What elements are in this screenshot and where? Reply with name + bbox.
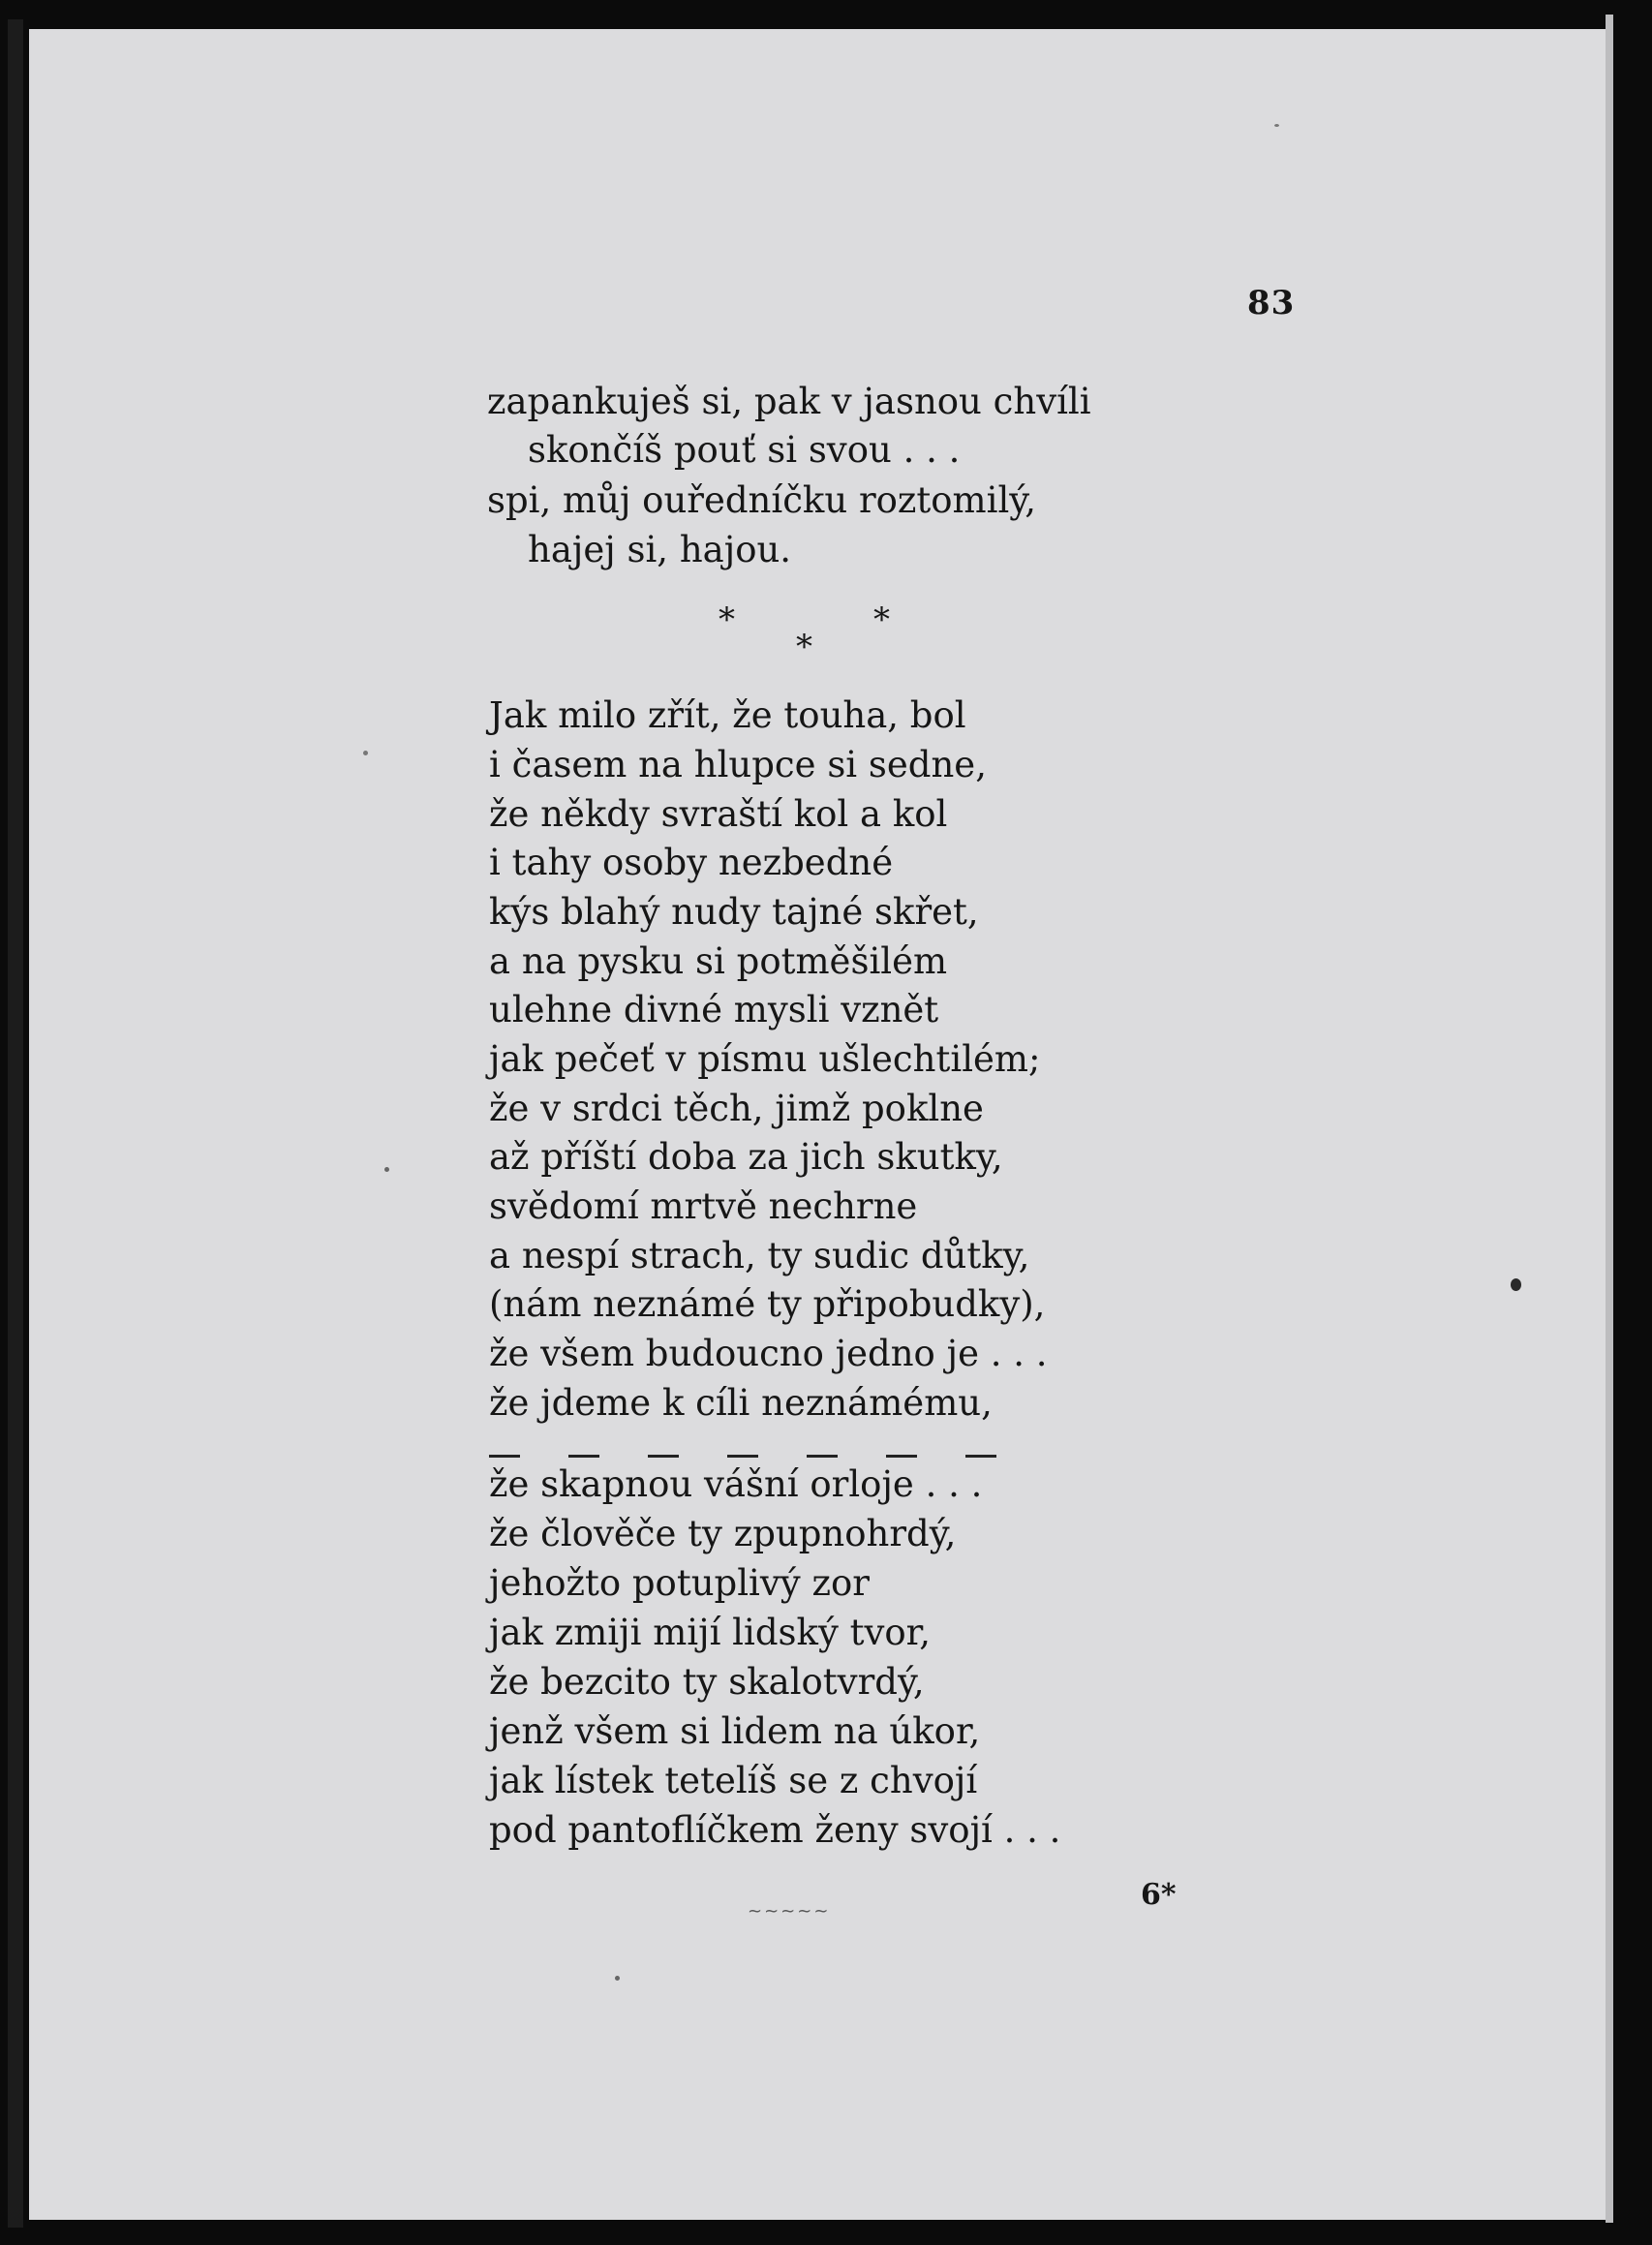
separator-star-left: * [719, 600, 735, 639]
verse-line: jak zmiji mijí lidský tvor, [489, 1612, 932, 1653]
printer-ornament: ~~~~~ [748, 1901, 831, 1922]
separator-star-middle: * [796, 628, 812, 666]
paper-edge-right [1606, 15, 1613, 2223]
ink-speck [615, 1976, 620, 1981]
verse-line: že v srdci těch, jimž poklne [489, 1088, 984, 1129]
page-number: 83 [1247, 284, 1296, 323]
verse-line: že někdy svraští kol a kol [489, 793, 948, 835]
verse-line: hajej si, hajou. [528, 529, 792, 570]
verse-line: i tahy osoby nezbedné [489, 842, 894, 883]
verse-line: až příští doba za jich skutky, [489, 1136, 1003, 1178]
verse-line: Jak milo zřít, že touha, bol [489, 694, 966, 736]
verse-line: ulehne divné mysli vznět [489, 989, 939, 1030]
dash [648, 1455, 679, 1458]
verse-line: jak lístek tetelíš se z chvojí [489, 1760, 978, 1801]
verse-line: že člověče ty zpupnohrdý, [489, 1513, 957, 1554]
signature-mark: 6* [1141, 1878, 1177, 1912]
verse-line: spi, můj ouředníčku roztomilý, [487, 479, 1037, 521]
verse-line: (nám neznámé ty připobudky), [489, 1283, 1046, 1325]
dash [568, 1455, 599, 1458]
verse-line: jenž všem si lidem na úkor, [489, 1710, 981, 1752]
verse-line: že bezcito ty skalotvrdý, [489, 1661, 925, 1703]
dash [727, 1455, 758, 1458]
verse-line: jak pečeť v písmu ušlechtilém; [489, 1038, 1041, 1080]
verse-line: jehožto potuplivý zor [489, 1562, 870, 1604]
verse-line: pod pantoflíčkem ženy svojí . . . [489, 1809, 1061, 1851]
dash [489, 1455, 520, 1458]
verse-line: skončíš pouť si svou . . . [528, 429, 961, 471]
verse-line: že všem budoucno jedno je . . . [489, 1333, 1048, 1374]
ink-speck [363, 751, 368, 755]
verse-line: i časem na hlupce si sedne, [489, 744, 987, 785]
verse-line: a nespí strach, ty sudic důtky, [489, 1235, 1030, 1276]
separator-star-right: * [873, 600, 890, 639]
verse-line: že jdeme k cíli neznámému, [489, 1382, 993, 1424]
ink-speck [1274, 124, 1279, 127]
binding-shadow-left [8, 19, 23, 2228]
verse-line: a na pysku si potměšilém [489, 940, 948, 982]
dash [886, 1455, 917, 1458]
dash [807, 1455, 838, 1458]
dash-row [489, 1455, 1012, 1461]
verse-line: že skapnou vášní orloje . . . [489, 1463, 983, 1505]
verse-line: svědomí mrtvě nechrne [489, 1185, 918, 1227]
verse-line: kýs blahý nudy tajné skřet, [489, 891, 979, 933]
ink-speck [1511, 1278, 1521, 1291]
ink-speck [384, 1167, 389, 1172]
verse-line: zapankuješ si, pak v jasnou chvíli [487, 381, 1091, 422]
dash [965, 1455, 996, 1458]
